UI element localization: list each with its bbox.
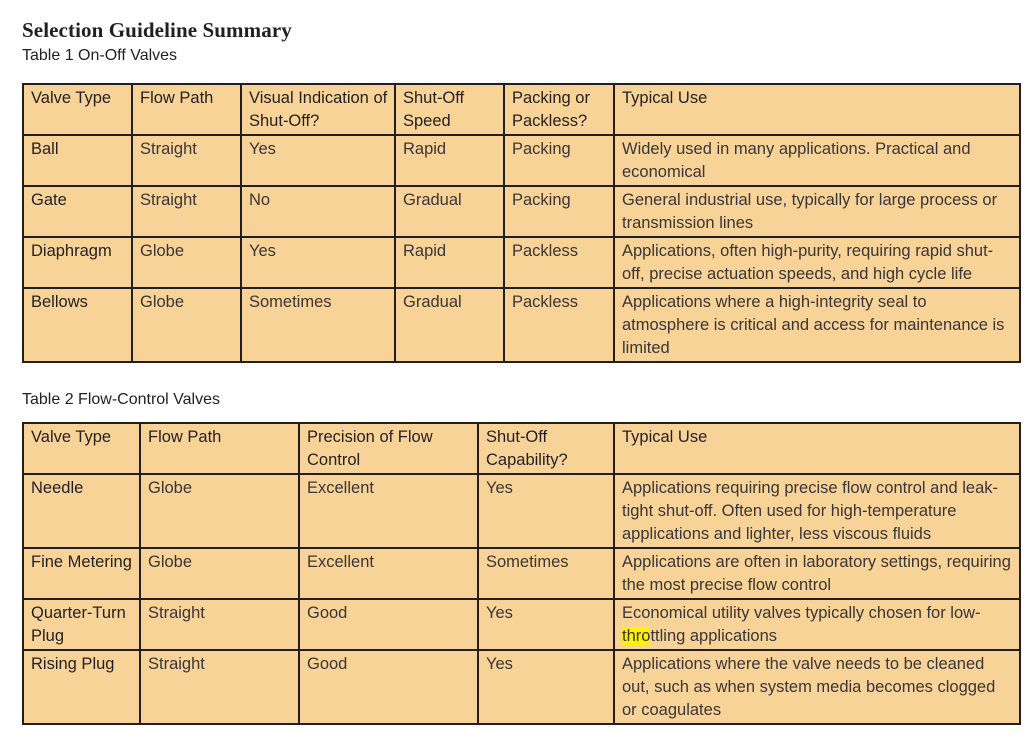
table-cell: Sometimes bbox=[478, 548, 614, 599]
table-cell: Packless bbox=[504, 288, 614, 362]
table-cell: Good bbox=[299, 650, 478, 724]
table1-caption: Table 1 On-Off Valves bbox=[22, 47, 178, 64]
table-cell: Sometimes bbox=[241, 288, 395, 362]
column-header: Typical Use bbox=[614, 423, 1020, 474]
table-cell: Globe bbox=[140, 474, 299, 548]
table-cell: Globe bbox=[132, 237, 241, 288]
table-row bbox=[23, 548, 1020, 599]
table-cell: Ball bbox=[23, 135, 132, 186]
table-cell: Applications where the valve needs to be cleaned out, such as when system media becomes clogged or coagulates bbox=[614, 650, 1020, 724]
table-cell: Straight bbox=[132, 135, 241, 186]
table-cell: Rapid bbox=[395, 237, 504, 288]
column-header: Valve Type bbox=[23, 84, 132, 135]
table-row bbox=[23, 650, 1020, 724]
table-cell: Yes bbox=[241, 135, 395, 186]
table-cell: Economical utility valves typically chosen for low-throttling applications bbox=[614, 599, 1020, 650]
table-cell: Excellent bbox=[299, 548, 478, 599]
table-cell: Rapid bbox=[395, 135, 504, 186]
table-cell: No bbox=[241, 186, 395, 237]
table-row bbox=[23, 599, 1020, 650]
column-header: Shut-Off Capability? bbox=[478, 423, 614, 474]
column-header: Flow Path bbox=[132, 84, 241, 135]
table-cell: Applications where a high-integrity seal to atmosphere is critical and access for maintenance is limited bbox=[614, 288, 1020, 362]
column-header: Visual Indication of Shut-Off? bbox=[241, 84, 395, 135]
column-header: Typical Use bbox=[614, 84, 1020, 135]
table-cell: Diaphragm bbox=[23, 237, 132, 288]
table-header-row bbox=[23, 84, 1020, 135]
table2-caption: Table 2 Flow-Control Valves bbox=[22, 391, 221, 408]
table-cell: Packless bbox=[504, 237, 614, 288]
table-header-row bbox=[23, 423, 1020, 474]
column-header: Valve Type bbox=[23, 423, 140, 474]
table-cell: Straight bbox=[140, 650, 299, 724]
table-cell: Gradual bbox=[395, 288, 504, 362]
table-cell: Straight bbox=[132, 186, 241, 237]
column-header: Packing or Packless? bbox=[504, 84, 614, 135]
table-cell: Applications requiring precise flow control and leak-tight shut-off. Often used for high-temperature applications and lighter, less viscous fluids bbox=[614, 474, 1020, 548]
table-cell: Rising Plug bbox=[23, 650, 140, 724]
on-off-valves-table bbox=[22, 83, 1021, 363]
table-cell: Applications are often in laboratory settings, requiring the most precise flow control bbox=[614, 548, 1020, 599]
text-highlight: thro bbox=[622, 627, 651, 645]
table-cell: Needle bbox=[23, 474, 140, 548]
column-header: Flow Path bbox=[140, 423, 299, 474]
table-cell: Gradual bbox=[395, 186, 504, 237]
column-header: Precision of Flow Control bbox=[299, 423, 478, 474]
table-cell: Globe bbox=[140, 548, 299, 599]
table-cell: Bellows bbox=[23, 288, 132, 362]
table-cell: Widely used in many applications. Practical and economical bbox=[614, 135, 1020, 186]
flow-control-valves-table bbox=[22, 422, 1021, 725]
table-cell: Globe bbox=[132, 288, 241, 362]
table-row bbox=[23, 186, 1020, 237]
table-cell: Applications, often high-purity, requiring rapid shut-off, precise actuation speeds, and high cycle life bbox=[614, 237, 1020, 288]
table-cell: Fine Metering bbox=[23, 548, 140, 599]
table-cell: Yes bbox=[478, 650, 614, 724]
table-row bbox=[23, 474, 1020, 548]
table-cell: Packing bbox=[504, 186, 614, 237]
table-cell: Yes bbox=[241, 237, 395, 288]
column-header: Shut-Off Speed bbox=[395, 84, 504, 135]
page-title: Selection Guideline Summary bbox=[22, 18, 292, 42]
table-cell: General industrial use, typically for large process or transmission lines bbox=[614, 186, 1020, 237]
table-cell: Gate bbox=[23, 186, 132, 237]
table-row bbox=[23, 237, 1020, 288]
table-cell: Excellent bbox=[299, 474, 478, 548]
table-cell: Packing bbox=[504, 135, 614, 186]
table-cell: Good bbox=[299, 599, 478, 650]
table-cell: Yes bbox=[478, 599, 614, 650]
table-cell: Yes bbox=[478, 474, 614, 548]
table-row bbox=[23, 288, 1020, 362]
table-cell: Quarter-Turn Plug bbox=[23, 599, 140, 650]
table-cell: Straight bbox=[140, 599, 299, 650]
table-row bbox=[23, 135, 1020, 186]
